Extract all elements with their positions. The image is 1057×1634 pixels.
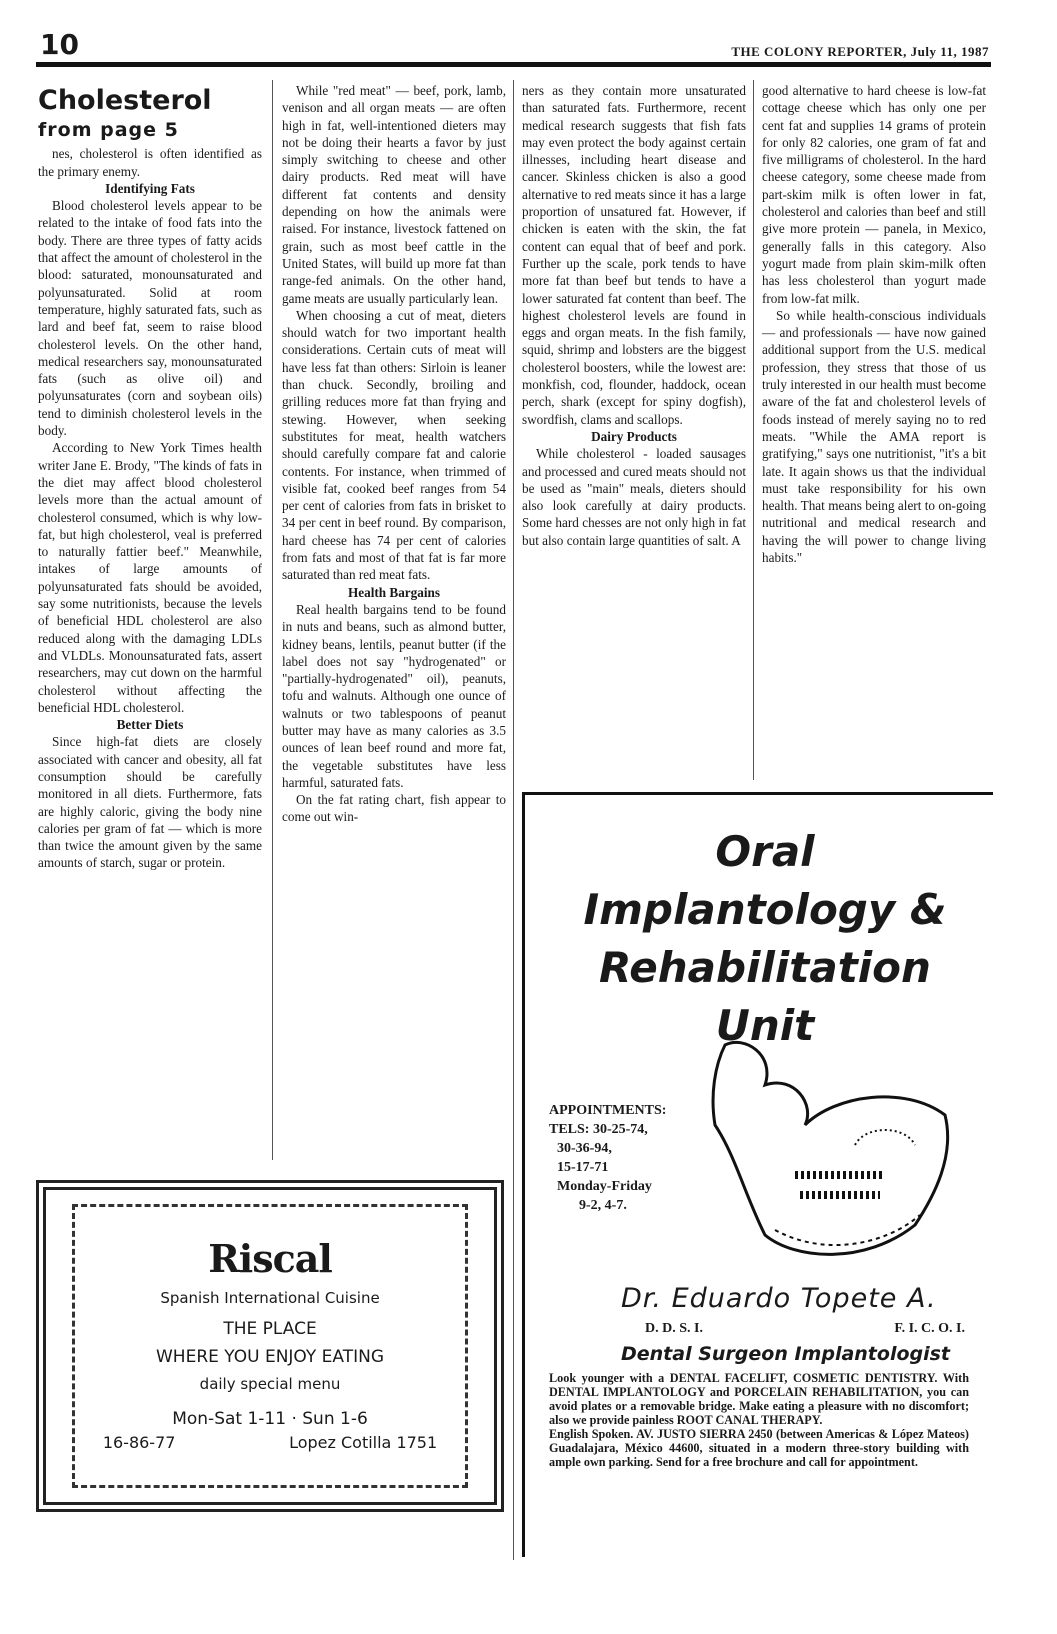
- article-paragraph: So while health-conscious individuals — and professionals — have now gained additional support from the U.S. medical profession, they stress that those of us truly interested in our health must become aware of the fat and cholesterol levels of foods instead of merely saying no to red meats. "While the AMA report is gratifying," says one nutritionist, "it's a bit late. It again shows us that the individual must take responsibility for his own health. That means being alert to on-going nutritional and medical research and having the will power to change living habits.": [762, 307, 986, 566]
- hours: 9-2, 4-7.: [579, 1198, 627, 1213]
- masthead: THE COLONY REPORTER, July 11, 1987: [731, 44, 989, 59]
- title-line: Implantology &: [583, 885, 947, 934]
- header-rule: [36, 62, 991, 67]
- title-line: Oral: [715, 827, 815, 876]
- ad-title: [555, 823, 975, 1055]
- tagline: Spanish International Cuisine: [160, 1289, 380, 1307]
- article-paragraph: Blood cholesterol levels appear to be related to the intake of food fats into the body. There are three types of fatty acids that affect the amount of cholesterol in the blood: saturated, monounsaturated and polyunsaturated. Solid at room temperature, highly saturated fats, such as lard and beef fat, seem to raise blood cholesterol levels. On the other hand, medical researchers say, monounsaturated fats (such as olive oil) and polyunsaturates (corn and soybean oils) tend to diminish cholesterol levels in the body.: [38, 198, 262, 439]
- article-paragraph: Since high-fat diets are closely associated with cancer and obesity, all fat consumption should be carefully monitored in all diets. Furthermore, fats are highly caloric, giving the body nine calories per gram of fat — which is more than twice the amount given by the same amounts of starch, sugar or protein.: [38, 734, 262, 871]
- article-paragraph: good alternative to hard cheese is low-fat cottage cheese which has only one per cent fat and supplies 14 grams of protein for only 82 calories, one gram of fat and five milligrams of cholesterol. In the hard cheese category, some cheese made from part-skim milk is often lower in fat, cholesterol and calories than beef and still give more protein — panela, in Mexico, generally falls in this category. Also yogurt made from plain skim-milk often has less cholesterol than yogurt made from low-fat milk.: [762, 83, 986, 306]
- column-divider: [753, 80, 754, 780]
- hours: Mon-Sat 1-11 · Sun 1-6: [172, 1409, 368, 1429]
- column-divider: [272, 80, 273, 1160]
- column-divider: [513, 80, 514, 1560]
- address: Lopez Cotilla 1751: [289, 1433, 438, 1452]
- article-paragraph: Real health bargains tend to be found in nuts and beans, such as almond butter, kidney beans, lentils, peanut butter (if the label does not say "hydrogenated" or "partially-hydrogenated" oil), peanuts, tofu and walnuts. Although one ounce of walnuts or two tablespoons of peanut butter may have as many calories as 3.5 ounces of lean beef round and more fat, the vegetable substitutes have less harmful, saturated fats.: [282, 601, 506, 790]
- page-number: 10: [40, 28, 79, 61]
- ad-paragraph: Look younger with a DENTAL FACELIFT, COSMETIC DENTISTRY. With DENTAL IMPLANTOLOGY and PORCELAIN REHABILITATION, you can avoid plates or a removable bridge. Make eating a pleasure with no discomfort; also we provide painless ROOT CANAL THERAPY.: [549, 1371, 969, 1427]
- appointment-info: [549, 1101, 666, 1215]
- article-paragraph: On the fat rating chart, fish appear to come out win-: [282, 792, 506, 825]
- section-heading: Dairy Products: [591, 428, 677, 444]
- face-illustration-icon: [705, 1035, 965, 1275]
- ad-paragraph: English Spoken. AV. JUSTO SIERRA 2450 (between Americas & López Mateos) Guadalajara, México 44600, situated in a modern three-story building with ample own parking. Send for a free brochure and call for appointment.: [549, 1427, 969, 1469]
- section-heading: Better Diets: [116, 717, 184, 733]
- tels-label: TELS:: [549, 1122, 590, 1137]
- title-line: Unit: [715, 1001, 815, 1050]
- article-paragraph: ners as they contain more unsaturated than saturated fats. Furthermore, recent medical research suggests that fish fats may even protect the body against certain illnesses, including heart disease and cancer. Skinless chicken is also a good alternative to red meats since it has a large proportion of unsatured fat. However, if chicken is eaten with the skin, the fat content can equal that of beef and pork. Further up the scale, pork tends to have more fat than beef but tends to have a lower saturated fat content than beef. The highest cholesterol levels are found in eggs and organ meats. In the fish family, squid, shrimp and lobsters are the biggest cholesterol boosters, while the lowest are: monkfish, cod, flounder, haddock, ocean perch, shark (except for spiny dogfish), swordfish, clams and scallops.: [522, 83, 746, 427]
- credential: F. I. C. O. I.: [894, 1321, 965, 1336]
- riscal-advertisement: [36, 1180, 504, 1512]
- article-column-4: [762, 82, 986, 566]
- specialty: Dental Surgeon Implantologist: [621, 1343, 951, 1365]
- ad-body: [549, 1371, 969, 1469]
- ornate-border: [72, 1204, 468, 1488]
- phone: 30-36-94,: [557, 1141, 612, 1156]
- appointments-label: APPOINTMENTS:: [549, 1103, 667, 1118]
- ad-line: WHERE YOU ENJOY EATING: [155, 1347, 385, 1367]
- doctor-name: Dr. Eduardo Topete A.: [621, 1283, 937, 1314]
- article-paragraph: While "red meat" — beef, pork, lamb, venison and all organ meats — are often high in fat, well-intentioned dieters may not be doing their hearts a favor by just simply switching to cheese and other dairy products. Red meat will have different fat contents and density depending on how the animals were raised. For instance, livestock fattened on grain, such as most beef cattle in the United States, will build up more fat than range-fed animals. On the other hand, game meats are usually particularly lean.: [282, 83, 506, 306]
- article-paragraph: While cholesterol - loaded sausages and processed and cured meats should not be used as "main" meals, dieters should also look carefully at dairy products. Some hard chesses are not only high in fat but also contain large quantities of salt. A: [522, 446, 746, 548]
- article-column-2: [282, 82, 506, 826]
- ad-line: THE PLACE: [223, 1319, 317, 1339]
- headline: Cholesterol: [38, 85, 212, 116]
- section-heading: Health Bargains: [348, 584, 440, 600]
- article-column-3: [522, 82, 746, 549]
- ad-line: daily special menu: [199, 1375, 341, 1393]
- article-column-1: [38, 84, 262, 872]
- section-heading: Identifying Fats: [105, 180, 195, 196]
- article-paragraph: According to New York Times health writer Jane E. Brody, "The kinds of fats in the diet may affect blood cholesterol levels more than the actual amount of cholesterol consumed, which is why low-fat, but high cholesterol, veal is preferred to naturally fattier beef." Meanwhile, intakes of large amounts of polyunsaturated fats should be avoided, say some nutritionists, because the levels of beneficial HDL cholesterol are also reduced along with the damaging LDLs and VLDLs. Monounsaturated fats, assert researchers, may cut down on the harmful cholesterol without affecting the beneficial HDL cholesterol.: [38, 440, 262, 715]
- oral-implantology-advertisement: [522, 792, 993, 1557]
- phone: 16-86-77: [102, 1433, 176, 1452]
- subhead: from page 5: [38, 119, 179, 141]
- phone: 30-25-74,: [592, 1122, 648, 1137]
- credential: D. D. S. I.: [645, 1321, 703, 1336]
- article-paragraph: When choosing a cut of meat, dieters should watch for two important health considerations. Certain cuts of meat will have less fat than others: Sirloin is leaner than chuck. Secondly, broiling and grilling reduces more fat than frying and stewing. However, when seeking substitutes for meat, health watchers should carefully compare fat and calorie contents. For instance, when trimmed of visible fat, cooked beef ranges from 54 per cent of calories from fats in brisket to 34 per cent in beef round. By comparison, hard cheese has 74 per cent of calories from fats and most of that fat is far more saturated than red meat fats.: [282, 307, 506, 583]
- title-line: Rehabilitation: [599, 943, 931, 992]
- article-paragraph: nes, cholesterol is often identified as the primary enemy.: [38, 146, 262, 179]
- phone: 15-17-71: [557, 1160, 609, 1175]
- days: Monday-Friday: [557, 1179, 652, 1194]
- restaurant-logo: Riscal: [208, 1236, 332, 1281]
